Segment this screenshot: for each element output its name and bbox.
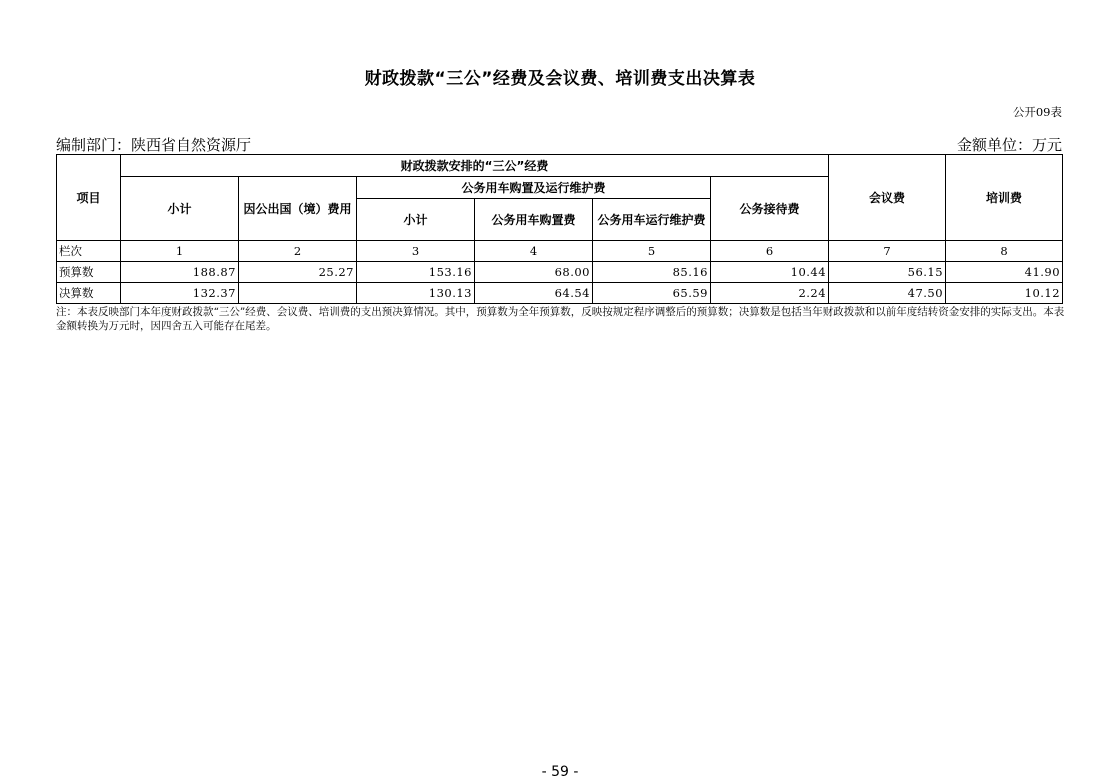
header-vehicle-operation: 公务用车运行维护费 bbox=[593, 199, 711, 241]
row-label: 预算数 bbox=[57, 262, 121, 283]
table-cell bbox=[239, 283, 357, 304]
table-row-final bbox=[57, 283, 1063, 304]
column-number: 3 bbox=[357, 241, 475, 262]
table-cell: 10.44 bbox=[711, 262, 829, 283]
header-training: 培训费 bbox=[946, 155, 1063, 241]
column-number: 6 bbox=[711, 241, 829, 262]
header-item: 项目 bbox=[57, 155, 121, 241]
column-number: 1 bbox=[121, 241, 239, 262]
table-cell: 130.13 bbox=[357, 283, 475, 304]
table-cell: 85.16 bbox=[593, 262, 711, 283]
column-number: 4 bbox=[475, 241, 593, 262]
table-cell: 64.54 bbox=[475, 283, 593, 304]
table-cell: 68.00 bbox=[475, 262, 593, 283]
table-cell: 153.16 bbox=[357, 262, 475, 283]
header-sangong-group: 财政拨款安排的“三公”经费 bbox=[121, 155, 829, 177]
header-meeting: 会议费 bbox=[829, 155, 946, 241]
table-cell: 10.12 bbox=[946, 283, 1063, 304]
table-cell: 2.24 bbox=[711, 283, 829, 304]
column-number-label: 栏次 bbox=[57, 241, 121, 262]
table-cell: 25.27 bbox=[239, 262, 357, 283]
expenditure-table bbox=[56, 154, 1063, 304]
header-subtotal: 小计 bbox=[121, 177, 239, 241]
header-vehicle-purchase: 公务用车购置费 bbox=[475, 199, 593, 241]
page-number: - 59 - bbox=[541, 764, 579, 780]
table-row-budget bbox=[57, 262, 1063, 283]
row-label: 决算数 bbox=[57, 283, 121, 304]
header-reception: 公务接待费 bbox=[711, 177, 829, 241]
header-abroad: 因公出国（境）费用 bbox=[239, 177, 357, 241]
unit-label: 金额单位：万元 bbox=[956, 136, 1062, 154]
column-number: 7 bbox=[829, 241, 946, 262]
table-note: 注：本表反映部门本年度财政拨款“三公”经费、会议费、培训费的支出预决算情况。其中，预算数为全年预算数，反映按规定程序调整后的预算数；决算数是包括当年财政拨款和以前年度结转资金安排的实际支出。本表金额转换为万元时，因四舍五入可能存在尾差。 bbox=[56, 306, 1065, 332]
table-cell: 56.15 bbox=[829, 262, 946, 283]
column-number-row bbox=[57, 241, 1063, 262]
header-vehicle-group: 公务用车购置及运行维护费 bbox=[357, 177, 711, 199]
table-cell: 132.37 bbox=[121, 283, 239, 304]
column-number: 2 bbox=[239, 241, 357, 262]
table-cell: 47.50 bbox=[829, 283, 946, 304]
department-label: 编制部门：陕西省自然资源厅 bbox=[56, 136, 252, 154]
table-cell: 65.59 bbox=[593, 283, 711, 304]
table-cell: 41.90 bbox=[946, 262, 1063, 283]
form-code: 公开09表 bbox=[1012, 105, 1062, 119]
page-title: 财政拨款“三公”经费及会议费、培训费支出决算表 bbox=[364, 69, 756, 89]
column-number: 5 bbox=[593, 241, 711, 262]
header-vehicle-subtotal: 小计 bbox=[357, 199, 475, 241]
table-cell: 188.87 bbox=[121, 262, 239, 283]
column-number: 8 bbox=[946, 241, 1063, 262]
